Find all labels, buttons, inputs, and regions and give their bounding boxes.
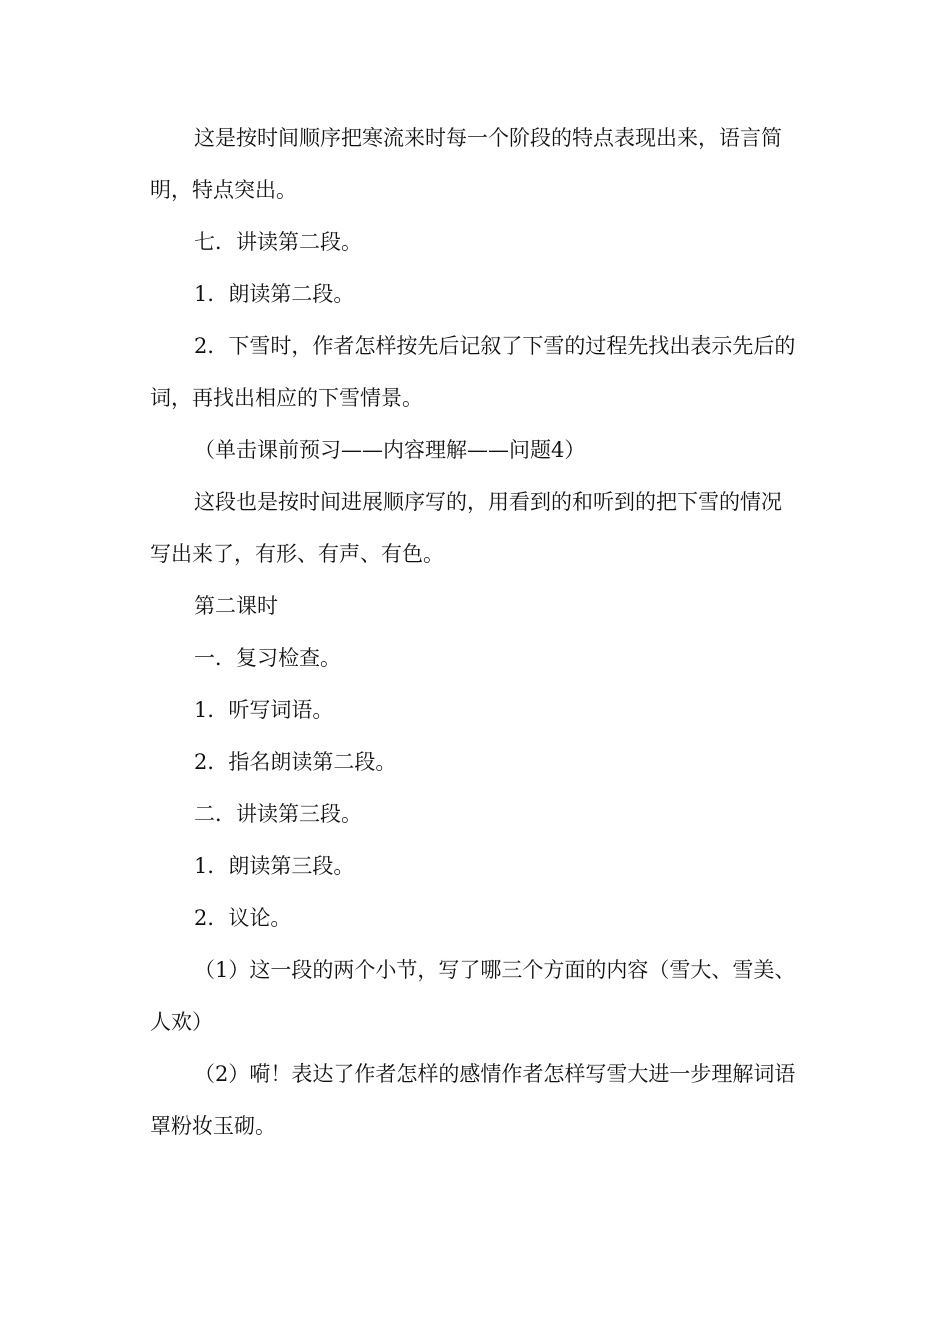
paragraph-4: 2．下雪时，作者怎样按先后记叙了下雪的过程先找出表示先后的词，再找出相应的下雪情景。 [150, 334, 796, 410]
paragraph-14: （1）这一段的两个小节，写了哪三个方面的内容（雪大、雪美、人欢） [150, 958, 796, 1034]
paragraph-3: 1．朗读第二段。 [194, 282, 355, 306]
paragraph-13: 2．议论。 [194, 906, 292, 930]
paragraph-15: （2）嗬！表达了作者怎样的感情作者怎样写雪大进一步理解词语罩粉妆玉砌。 [150, 1062, 796, 1138]
paragraph-12: 1．朗读第三段。 [194, 854, 355, 878]
paragraph-5: （单击课前预习——内容理解——问题4） [194, 438, 586, 462]
paragraph-2: 七．讲读第二段。 [194, 230, 362, 254]
paragraph-9: 1．听写词语。 [194, 698, 334, 722]
paragraph-11: 二．讲读第三段。 [194, 802, 362, 826]
paragraph-6: 这段也是按时间进展顺序写的，用看到的和听到的把下雪的情况写出来了，有形、有声、有色。 [150, 490, 782, 566]
document-body [150, 112, 800, 1152]
paragraph-1: 这是按时间顺序把寒流来时每一个阶段的特点表现出来，语言简明，特点突出。 [150, 126, 782, 202]
paragraph-10: 2．指名朗读第二段。 [194, 750, 397, 774]
paragraph-8: 一．复习检查。 [194, 646, 341, 670]
paragraph-7: 第二课时 [194, 594, 278, 618]
